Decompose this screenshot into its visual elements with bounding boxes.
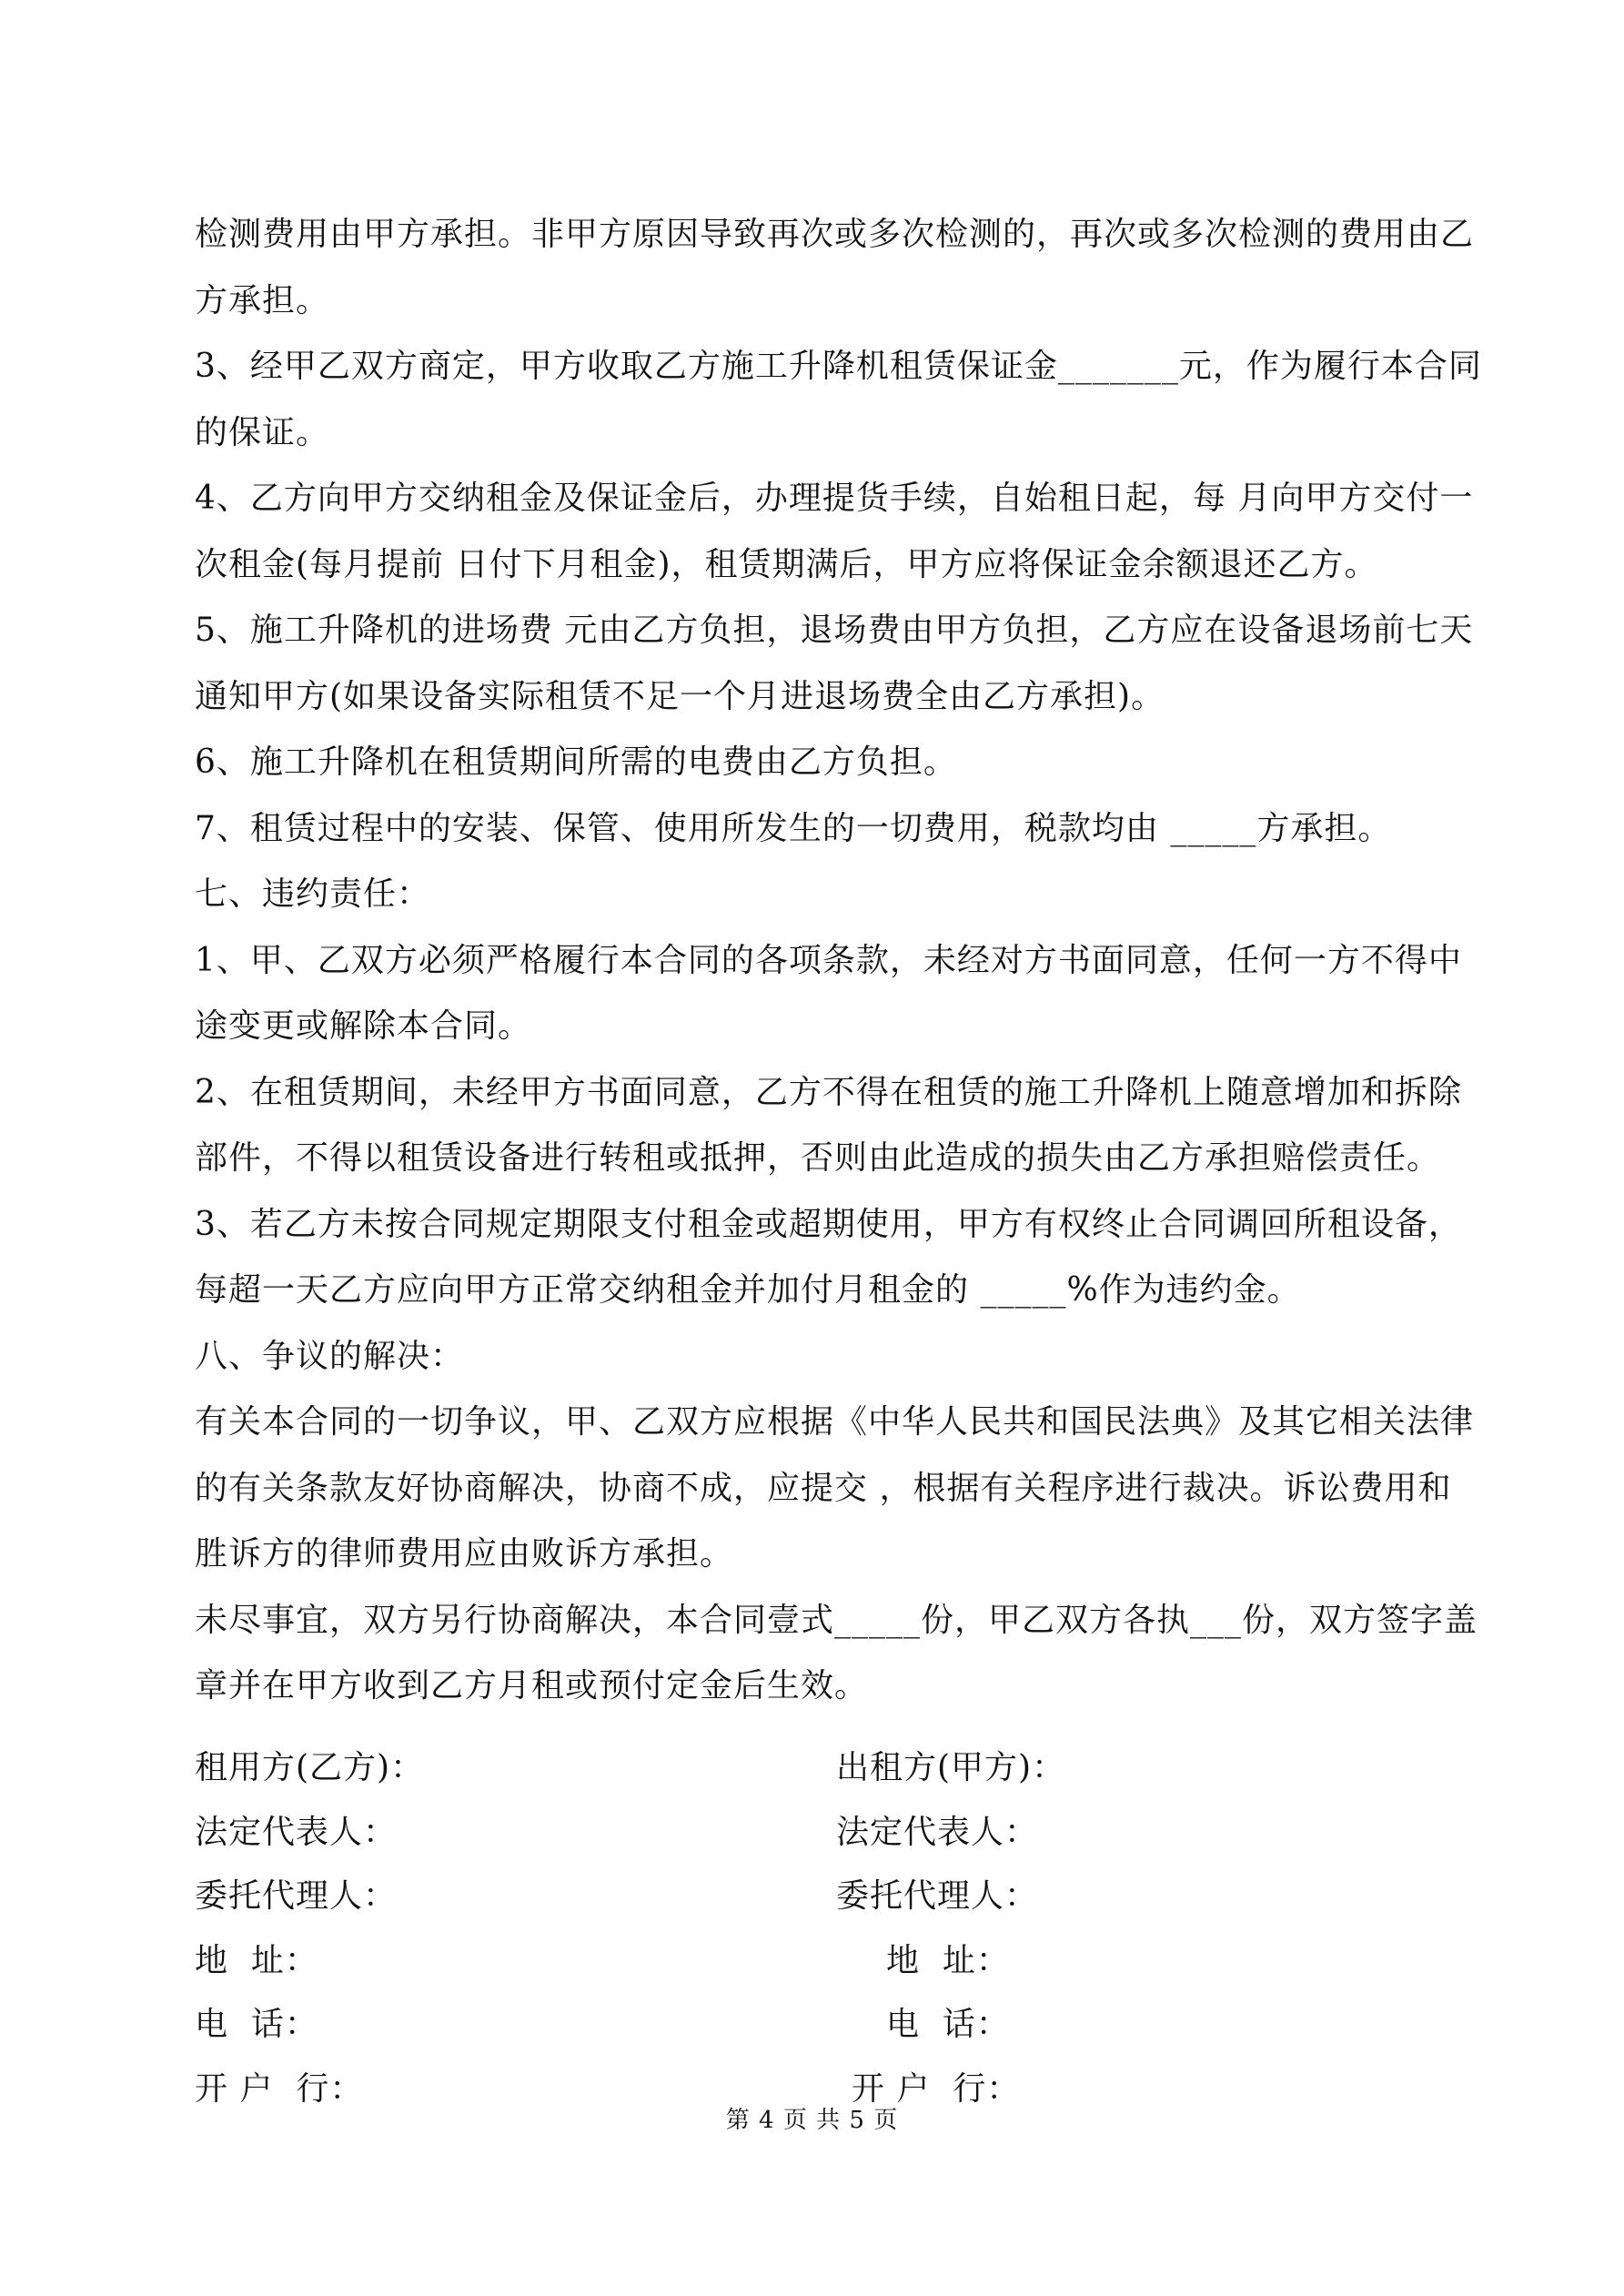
section-heading-breach: 七、违约责任： (195, 875, 431, 913)
body-line-10: 7、租赁过程中的安装、保管、使用所发生的一切费用，税款均由 _____方承担。 (195, 809, 1392, 847)
body-line-8: 通知甲方(如果设备实际租赁不足一个月进退场费全由乙方承担)。 (195, 677, 1165, 715)
body-line-7: 5、施工升降机的进场费 元由乙方负担，退场费由甲方负担，乙方应在设备退场前七天 (195, 612, 1474, 649)
body-line-20: 的有关条款友好协商解决，协商不成，应提交 ，根据有关程序进行裁决。诉讼费用和 (195, 1469, 1452, 1507)
body-line-23: 章并在甲方收到乙方月租或预付定金后生效。 (195, 1667, 869, 1704)
body-line-22: 未尽事宜，双方另行协商解决，本合同壹式_____份，甲乙双方各执___份，双方签字盖 (195, 1601, 1478, 1639)
lessor-phone-label: 电 话： (886, 2006, 1010, 2043)
signature-row-phone (195, 1993, 1450, 2058)
signature-row-agent (195, 1865, 1450, 1929)
lessor-party-label: 出租方(甲方)： (836, 1749, 1066, 1786)
lessor-agent-label: 委托代理人： (836, 1877, 1039, 1915)
page-number-footer: 第 4 页 共 5 页 (725, 2107, 899, 2134)
lessee-legal-rep-label: 法定代表人： (195, 1813, 398, 1851)
body-line-9: 6、施工升降机在租赁期间所需的电费由乙方负担。 (195, 743, 957, 781)
signature-block (195, 1736, 1450, 2121)
lessor-address-label: 地 址： (886, 1941, 1010, 1979)
body-line-3: 3、经甲乙双方商定，甲方收取乙方施工升降机租赁保证金_______元，作为履行本合同 (195, 348, 1482, 385)
body-line-2: 方承担。 (195, 281, 330, 319)
body-line-16: 3、若乙方未按合同规定期限支付租金或超期使用，甲方有权终止合同调回所租设备， (195, 1205, 1462, 1243)
section-heading-dispute: 八、争议的解决： (195, 1337, 465, 1375)
signature-row-address (195, 1929, 1450, 1994)
lessee-address-label: 地 址： (195, 1941, 318, 1979)
lessee-phone-label: 电 话： (195, 2006, 318, 2043)
body-line-17: 每超一天乙方应向甲方正常交纳租金并加付月租金的 _____%作为违约金。 (195, 1271, 1301, 1309)
signature-row-legal-rep (195, 1801, 1450, 1866)
lessee-bank-label: 开 户 行： (195, 2069, 364, 2108)
body-line-6: 次租金(每月提前 日付下月租金)，租赁期满后，甲方应将保证金余额退还乙方。 (195, 545, 1378, 583)
body-line-1: 检测费用由甲方承担。非甲方原因导致再次或多次检测的，再次或多次检测的费用由乙 (195, 216, 1475, 253)
body-line-12: 1、甲、乙双方必须严格履行本合同的各项条款，未经对方书面同意，任何一方不得中 (195, 941, 1462, 979)
body-line-19: 有关本合同的一切争议，甲、乙双方应根据《中华人民共和国民法典》及其它相关法律 (195, 1403, 1475, 1441)
lessee-party-label: 租用方(乙方)： (195, 1749, 425, 1786)
body-line-14: 2、在租赁期间，未经甲方书面同意，乙方不得在租赁的施工升降机上随意增加和拆除 (195, 1073, 1462, 1111)
lessee-agent-label: 委托代理人： (195, 1877, 398, 1915)
contract-body (195, 202, 1482, 1720)
body-line-13: 途变更或解除本合同。 (195, 1007, 532, 1045)
body-line-5: 4、乙方向甲方交纳租金及保证金后，办理提货手续，自始租日起，每 月向甲方交付一 (195, 480, 1474, 517)
body-line-4: 的保证。 (195, 413, 330, 451)
lessor-legal-rep-label: 法定代表人： (836, 1813, 1039, 1851)
body-line-21: 胜诉方的律师费用应由败诉方承担。 (195, 1535, 734, 1573)
signature-row-party (195, 1736, 1450, 1801)
lessor-bank-label: 开 户 行： (852, 2069, 1021, 2108)
body-line-15: 部件，不得以租赁设备进行转租或抵押，否则由此造成的损失由乙方承担赔偿责任。 (195, 1139, 1441, 1177)
